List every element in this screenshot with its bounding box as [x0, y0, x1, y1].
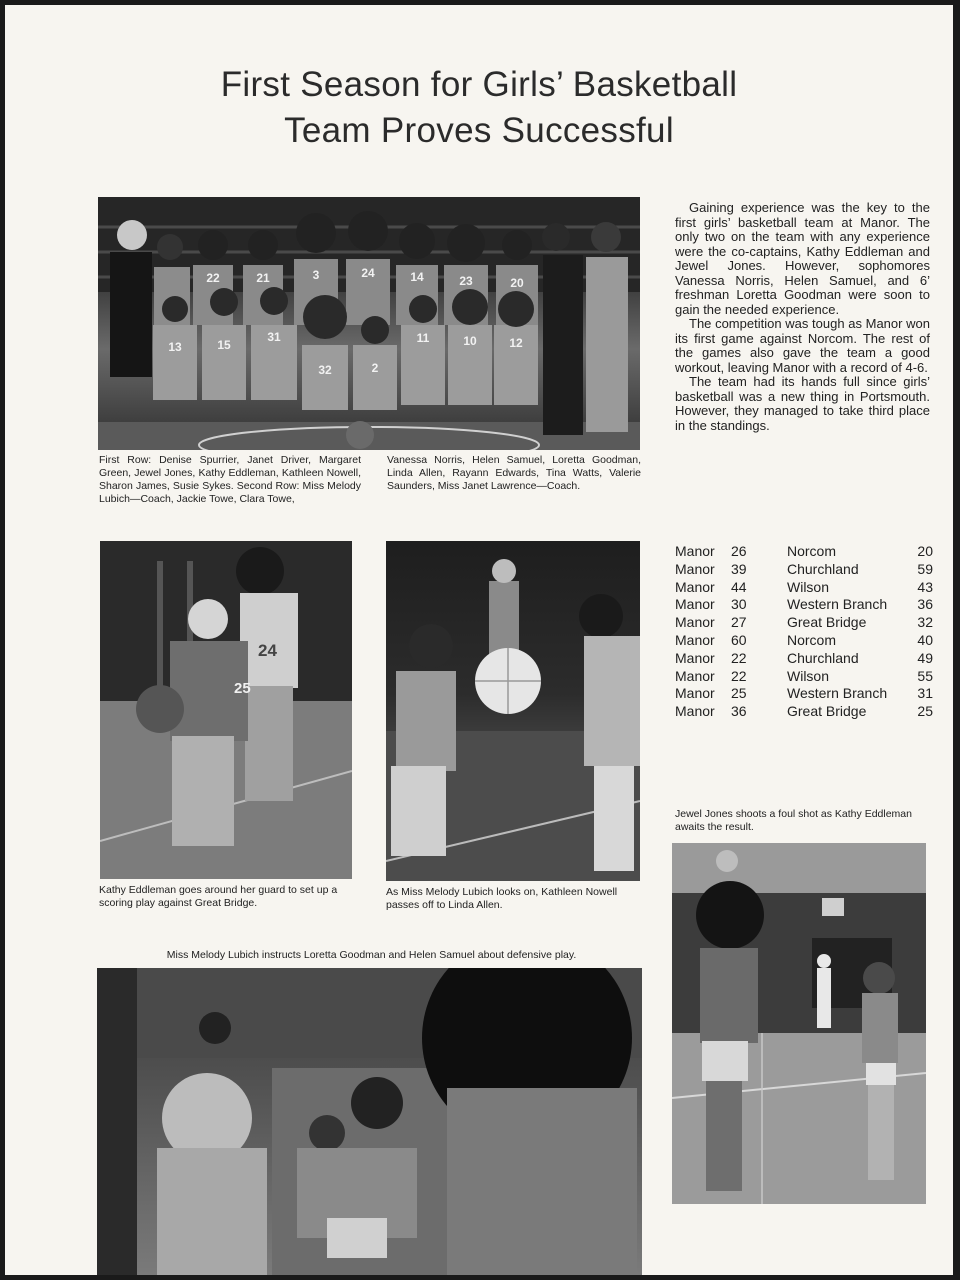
- jersey-number: 10: [463, 334, 477, 348]
- score-manor: 36: [731, 703, 747, 720]
- jersey-number: 14: [410, 270, 424, 284]
- team-photo: [98, 197, 640, 450]
- score-manor: 26: [731, 543, 747, 559]
- jersey-number: 2: [371, 361, 379, 375]
- score-team: Manor: [675, 703, 715, 720]
- score-opponent-points: 25: [917, 703, 933, 720]
- jersey-number: 13: [168, 340, 182, 354]
- jersey-number: 12: [509, 336, 523, 350]
- score-manor: 44: [731, 578, 747, 595]
- score-team: Manor: [675, 614, 715, 631]
- jersey-number: 25: [234, 680, 251, 697]
- jewel-jones-photo: [672, 843, 926, 1204]
- score-opponent-points: 31: [917, 685, 933, 702]
- score-opponent: Norcom: [787, 631, 837, 648]
- score-row: [675, 650, 933, 668]
- jewel-photo-caption: Jewel Jones shoots a foul shot as Kathy Eddleman awaits the result.: [675, 808, 912, 833]
- score-opponent: Norcom: [787, 543, 837, 559]
- score-manor: 60: [731, 631, 747, 648]
- jersey-number: 20: [510, 276, 524, 290]
- jersey-number: 22: [206, 271, 220, 285]
- score-team: Manor: [675, 631, 715, 648]
- article-text: [675, 201, 930, 433]
- score-team: Manor: [675, 578, 715, 595]
- score-row: [675, 685, 933, 703]
- page-title-line-1: First Season for Girls’ Basketball: [220, 65, 738, 104]
- jersey-number: 24: [258, 641, 277, 660]
- jersey-number: 31: [267, 330, 281, 344]
- score-manor: 27: [731, 614, 747, 631]
- score-row: [675, 703, 933, 721]
- score-opponent: Wilson: [787, 578, 830, 595]
- score-table: [675, 543, 933, 721]
- score-opponent: Western Branch: [787, 685, 888, 702]
- jersey-number: 21: [256, 271, 270, 285]
- jersey-number: 15: [217, 338, 231, 352]
- score-row: [675, 614, 933, 632]
- score-row: [675, 596, 933, 614]
- score-opponent-points: 49: [917, 649, 933, 666]
- score-team: Manor: [675, 649, 715, 666]
- jersey-number: 32: [318, 363, 332, 377]
- score-opponent-points: 40: [917, 631, 933, 648]
- score-opponent: Churchland: [787, 560, 859, 577]
- team-photo-caption-left: First Row: Denise Spurrier, Janet Driver, Margaret Green, Jewel Jones, Kathy Eddleman, Kathleen Nowell, Sharon James, Susie Sykes. Second Row: Miss Melody Lubich—Coach, Jackie Towe, Clara Towe,: [99, 454, 361, 505]
- score-opponent: Wilson: [787, 667, 830, 684]
- score-team: Manor: [675, 543, 715, 559]
- score-opponent-points: 36: [917, 596, 933, 613]
- score-opponent: Western Branch: [787, 596, 888, 613]
- score-opponent-points: 32: [917, 614, 933, 631]
- score-row: [675, 579, 933, 597]
- jersey-number: 23: [459, 274, 473, 288]
- score-team: Manor: [675, 685, 715, 702]
- score-opponent-points: 55: [917, 667, 933, 684]
- score-opponent-points: 20: [917, 543, 933, 559]
- kathy-eddleman-photo: [100, 541, 352, 879]
- score-row: [675, 632, 933, 650]
- score-manor: 22: [731, 649, 747, 666]
- score-opponent-points: 59: [917, 560, 933, 577]
- instructs-photo-caption: Miss Melody Lubich instructs Loretta Goodman and Helen Samuel about defensive play.: [166, 949, 577, 961]
- score-row: [675, 543, 933, 561]
- score-opponent: Great Bridge: [787, 703, 867, 720]
- jersey-number: 24: [361, 266, 375, 280]
- score-opponent: Churchland: [787, 649, 859, 666]
- score-manor: 30: [731, 596, 747, 613]
- article-paragraph: Gaining experience was the key to the first girls’ basketball team at Manor. The only two on the team with any experience were the co-captains, Kathy Eddleman and Jewel Jones. However, sophomores Vanessa Norris, Helen Samuel, and 6’ freshman Loretta Goodman were soon to gain the needed experience.: [675, 200, 930, 317]
- article-paragraph: The team had its hands full since girls’ basketball was a new thing in Portsmouth. However, they managed to take third place in the standings.: [675, 374, 930, 433]
- score-row: [675, 668, 933, 686]
- score-team: Manor: [675, 596, 715, 613]
- melody-lubich-photo: [386, 541, 640, 881]
- jersey-number: 3: [312, 268, 320, 282]
- yearbook-page: [5, 5, 953, 1275]
- score-team: Manor: [675, 560, 715, 577]
- instructs-defense-photo: [97, 968, 642, 1275]
- score-manor: 22: [731, 667, 747, 684]
- page-title-line-2: Team Proves Successful: [284, 111, 674, 150]
- score-manor: 25: [731, 685, 747, 702]
- team-photo-caption-right: Vanessa Norris, Helen Samuel, Loretta Goodman, Linda Allen, Rayann Edwards, Tina Watts, Valerie Saunders, Miss Janet Lawrence—Coach.: [387, 454, 641, 492]
- article-paragraph: The competition was tough as Manor won its first game against Norcom. The rest of the games also gave the team a good workout, leaving Manor with a record of 4-6.: [675, 316, 930, 375]
- score-manor: 39: [731, 560, 747, 577]
- score-opponent-points: 43: [917, 578, 933, 595]
- melody-photo-caption: As Miss Melody Lubich looks on, Kathleen Nowell passes off to Linda Allen.: [386, 886, 618, 911]
- score-opponent: Great Bridge: [787, 614, 867, 631]
- score-team: Manor: [675, 667, 715, 684]
- jersey-number: 11: [416, 331, 430, 345]
- kathy-photo-caption: Kathy Eddleman goes around her guard to set up a scoring play against Great Bridge.: [99, 884, 338, 909]
- score-row: [675, 561, 933, 579]
